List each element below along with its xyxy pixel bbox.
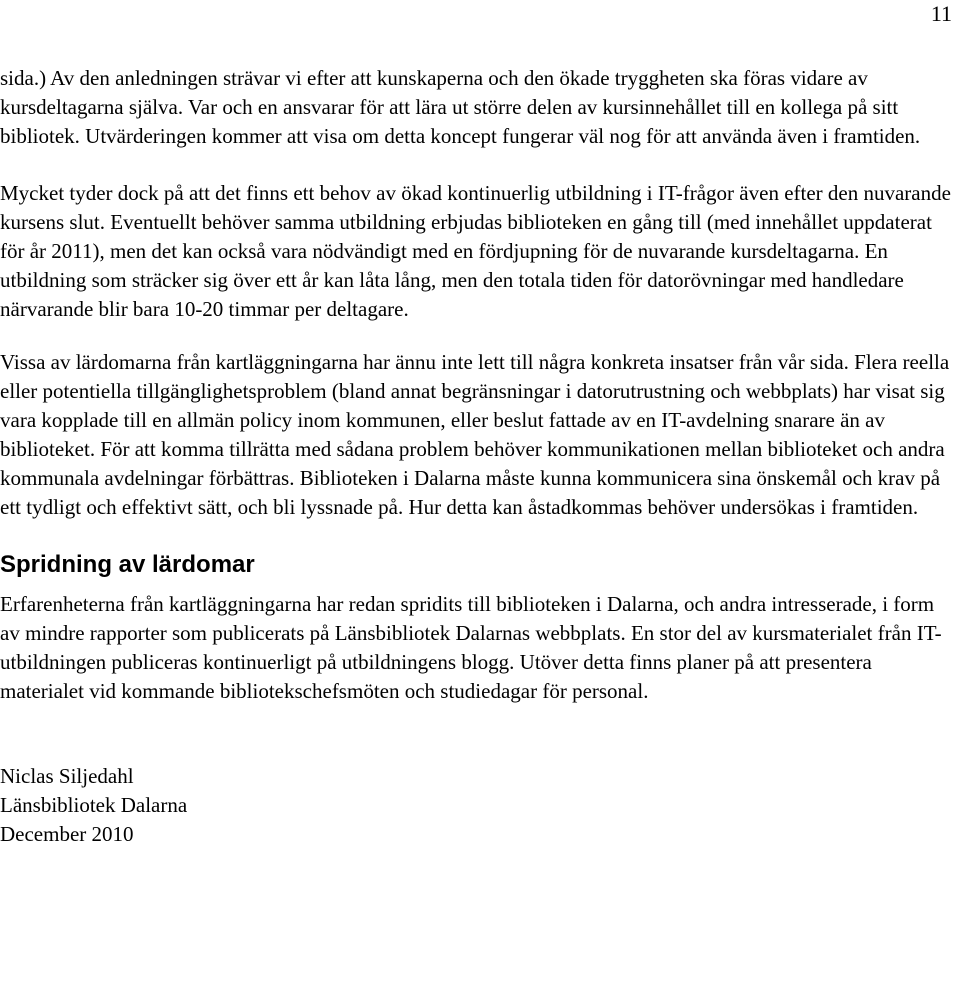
paragraph-spreading-lessons: Erfarenheterna från kartläggningarna har redan spridits till biblioteken i Dalarna, och andra intresserade, i form av mindre rapporter som publicerats på Länsbibliotek Dalarnas webbplats. En stor del av kursmaterialet från IT-utbildningen publiceras kontinuerligt på utbildningens blogg. Utöver detta finns planer på att presentera materialet vid kommande bibliotekschefsmöten och studiedagar för personal.: [0, 592, 942, 703]
paragraph-intro-continuation: sida.) Av den anledningen strävar vi efter att kunskaperna och den ökade tryggheten ska föras vidare av kursdeltagarna själva. Var och en ansvarar för att lära ut större delen av kursinnehållet till en kollega på sitt bibliotek. Utvärderingen kommer att visa om detta koncept fungerar väl nog för att använda även i framtiden.: [0, 66, 921, 148]
section-heading: Spridning av lärdomar: [0, 551, 255, 578]
signature-block: [0, 762, 955, 849]
signature-organization: Länsbibliotek Dalarna: [0, 793, 188, 817]
page-number: 11: [930, 1, 952, 26]
paragraph-lessons-learned: Vissa av lärdomarna från kartläggningarna har ännu inte lett till några konkreta insatser från vår sida. Flera reella eller potentiella tillgänglighetsproblem (bland annat begränsningar i datorutrustning och webbplats) har visat sig vara kopplade till en allmän policy inom kommunen, eller beslut fattade av en IT-avdelning snarare än av biblioteket. För att komma tillrätta med sådana problem behöver kommunikationen mellan biblioteket och andra kommunala avdelningar förbättras. Biblioteken i Dalarna måste kunna kommunicera sina önskemål och krav på ett tydligt och effektivt sätt, och bli lyssnade på. Hur detta kan åstadkommas behöver undersökas i framtiden.: [0, 350, 950, 519]
document-body: [0, 64, 955, 849]
paragraph-continued-training: Mycket tyder dock på att det finns ett behov av ökad kontinuerlig utbildning i IT-frågor även efter den nuvarande kursens slut. Eventuellt behöver samma utbildning erbjudas biblioteken en gång till (med innehållet uppdaterat för år 2011), men det kan också vara nödvändigt med en fördjupning för de nuvarande kursdeltagarna. En utbildning som sträcker sig över ett år kan låta lång, men den totala tiden för datorövningar med handledare närvarande blir bara 10-20 timmar per deltagare.: [0, 181, 951, 321]
signature-date: December 2010: [0, 822, 134, 846]
signature-name: Niclas Siljedahl: [0, 764, 134, 788]
